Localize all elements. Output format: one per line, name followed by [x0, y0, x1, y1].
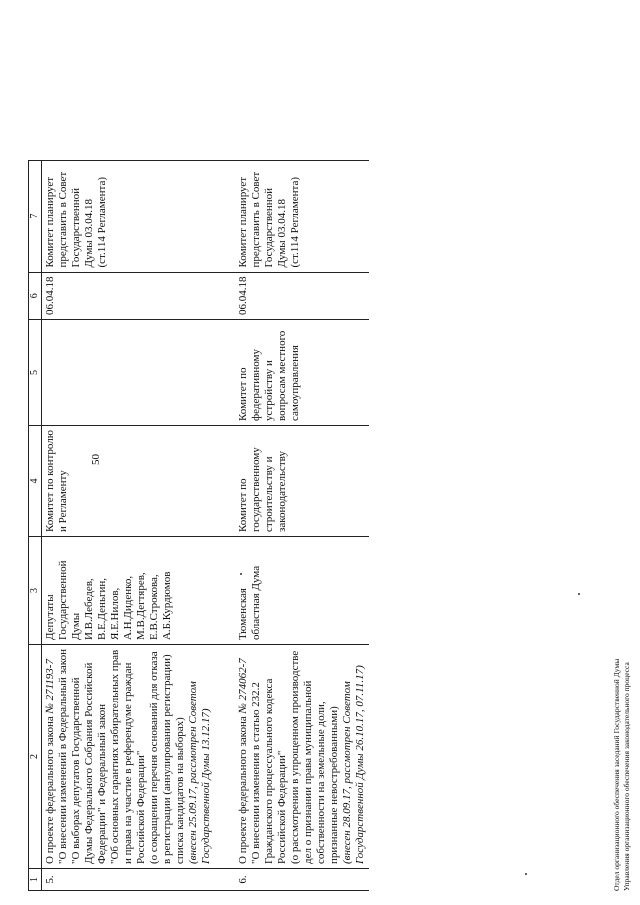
text-line: Думы 03.04.18: [276, 199, 288, 268]
text-line: Депутаты: [44, 594, 56, 641]
text-line: (о сокращении перечня оснований для отказа: [148, 651, 160, 864]
co-committee-cell: [42, 320, 236, 426]
text-line: собственности на земельные доли,: [315, 701, 327, 864]
table-row: [235, 160, 369, 890]
text-line: "Об основных гарантиях избирательных прав: [109, 649, 121, 864]
column-number-header: [29, 160, 42, 890]
text-line: и Регламенту: [57, 470, 69, 533]
column-number: 4: [29, 426, 42, 537]
text-line: (внесен 28.09.17, рассмотрен Советом: [341, 681, 353, 864]
text-line: вопросам местного: [276, 330, 288, 422]
page-number: 50: [90, 454, 102, 465]
column-number: 7: [29, 160, 42, 272]
text-line: Думы 03.04.18: [83, 199, 95, 268]
bill-title-prefix: О проекте федерального закона: [44, 713, 56, 864]
row-number: 6.: [235, 869, 369, 891]
text-line: "О внесении изменения в статью 232.2: [250, 682, 262, 864]
text-line: и права на участие в референдуме граждан: [122, 662, 134, 864]
agenda-table: [28, 160, 369, 891]
text-line: областная Дума: [250, 565, 262, 641]
initiator-cell: [42, 537, 236, 645]
text-line: (о рассмотрении в упрощенном производстве: [289, 650, 301, 864]
scan-speck: [578, 593, 580, 595]
text-line: (внесен 25.09.17, рассмотрен Советом: [187, 681, 199, 864]
text-line: Государственной: [57, 560, 69, 641]
text-line: В.Е.Деньгин,: [96, 578, 108, 641]
text-line: самоуправления: [289, 345, 301, 422]
text-line: Государственной Думы 26.10.17, 07.11.17): [354, 665, 366, 864]
text-line: списка кандидатов на выборах): [174, 717, 186, 864]
text-line: Е.В.Строкова,: [148, 574, 160, 641]
row-number: 5.: [42, 869, 236, 891]
column-number: 5: [29, 320, 42, 426]
committee-cell: [235, 426, 369, 537]
text-line: Тюменская: [237, 588, 249, 641]
text-line: государственному: [250, 447, 262, 533]
column-number: 3: [29, 537, 42, 645]
text-line: Комитет по: [237, 478, 249, 533]
column-number: 2: [29, 645, 42, 869]
text-line: строительству и: [263, 456, 275, 533]
text-line: Я.Е.Нилов,: [109, 587, 121, 641]
text-line: Комитет по: [237, 367, 249, 422]
text-line: "О внесении изменений в Федеральный закон: [57, 649, 69, 864]
text-line: дел о признании права муниципальной: [302, 680, 314, 864]
text-line: (ст.114 Регламента): [96, 177, 108, 268]
column-number: 6: [29, 272, 42, 320]
table-row: [42, 160, 236, 890]
footer-line: Управления организационного обеспечения законодательного процесса: [622, 662, 631, 891]
date-cell: 06.04.18: [42, 272, 236, 320]
scan-speck: [525, 873, 527, 875]
text-line: Российской Федерации": [135, 750, 147, 864]
text-line: "О выборах депутатов Государственной: [70, 677, 82, 864]
text-line: Государственной: [70, 187, 82, 268]
text-line: в регистрации (аннулировании регистрации): [161, 654, 173, 864]
text-line: Федерации" и Федеральный закон: [96, 703, 108, 864]
text-line: признанные невостребованными): [328, 706, 340, 864]
text-line: представить в Совет: [57, 171, 69, 268]
text-line: федеративному: [250, 349, 262, 422]
text-line: А.Н.Диденко,: [122, 575, 134, 641]
text-line: Государственной Думы 13.12.17): [200, 708, 212, 864]
bill-title-line: [44, 649, 57, 864]
plan-cell: [235, 160, 369, 272]
scan-speck: [240, 573, 242, 575]
text-line: Комитет по контролю: [44, 430, 56, 533]
text-line: Думы Федерального Собрания Российской: [83, 662, 95, 864]
text-line: представить в Совет: [250, 171, 262, 268]
initiator-cell: [235, 537, 369, 645]
text-line: Гражданского процессуального кодекса: [263, 678, 275, 864]
text-line: законодательству: [276, 451, 288, 533]
bill-description: [235, 645, 369, 869]
text-line: Комитет планирует: [44, 176, 56, 268]
bill-title-prefix: О проекте федерального закона: [237, 713, 249, 864]
plan-cell: [42, 160, 236, 272]
text-line: А.Б.Курдюмов: [161, 571, 173, 641]
bill-description: [42, 645, 236, 869]
committee-cell: [42, 426, 236, 537]
column-number: 1: [29, 869, 42, 891]
text-line: Государственной: [263, 187, 275, 268]
bill-number: № 274062-7: [237, 658, 249, 714]
bill-title-line: [237, 649, 250, 864]
text-line: устройству и: [263, 360, 275, 422]
footer: [612, 659, 632, 891]
footer-line: Отдел организационного обеспечения заседаний Государственной Думы: [612, 658, 621, 891]
text-line: (ст.114 Регламента): [289, 177, 301, 268]
date-cell: 06.04.18: [235, 272, 369, 320]
text-line: Думы: [70, 612, 82, 641]
text-line: Российской Федерации": [276, 750, 288, 864]
text-line: И.В.Лебедев,: [83, 578, 95, 641]
text-line: М.В.Дегтярев,: [135, 572, 147, 641]
bill-number: № 271193-7: [44, 659, 56, 714]
co-committee-cell: [235, 320, 369, 426]
text-line: Комитет планирует: [237, 176, 249, 268]
